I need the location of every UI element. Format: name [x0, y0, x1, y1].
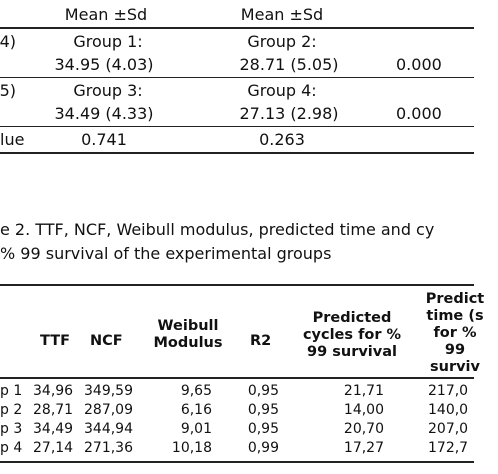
table1-header-mean-sd-2: Mean ±Sd — [240, 5, 324, 24]
table2-cell-time: 207,0 — [428, 421, 469, 437]
table1-cell-value: 34.95 (4.03) — [54, 55, 154, 74]
table2-cell-ttf: 34,96 — [33, 383, 74, 399]
table1-pvalue-cell: 0.263 — [259, 130, 305, 149]
table2-cell-ncf: 344,94 — [84, 421, 133, 437]
table2-cell-weibull: 9,65 — [180, 383, 212, 399]
table2-cell-ttf: 34,49 — [33, 421, 74, 437]
table2-cell-cycles: 21,71 — [343, 383, 384, 399]
table2-header-ttf: TTF — [40, 333, 71, 349]
table2-cell-ncf: 271,36 — [84, 440, 133, 456]
table1-cell-group: Group 4: — [247, 81, 317, 100]
table1-row-rule — [0, 77, 474, 78]
table2-row-label: p 2 — [0, 402, 23, 418]
table1-cell-p-value: 0.000 — [396, 55, 442, 74]
table1-bottom-rule — [0, 152, 474, 154]
table2-cell-ttf: 28,71 — [33, 402, 74, 418]
table2-header-weibull: Weibull Modulus — [153, 318, 223, 351]
table2-cell-r2: 0,95 — [247, 383, 279, 399]
table1-pvalue-label: lue — [0, 130, 25, 149]
table2-cell-weibull: 6,16 — [180, 402, 212, 418]
table2-row-label: p 3 — [0, 421, 23, 437]
table2-cell-cycles: 20,70 — [343, 421, 384, 437]
table2-header-rule — [0, 377, 474, 379]
table2-cell-cycles: 14,00 — [343, 402, 384, 418]
table1-cell-group: Group 1: — [73, 32, 143, 51]
table2-row-label: p 4 — [0, 440, 23, 456]
table2-top-rule — [0, 284, 474, 286]
table2-header-r2: R2 — [250, 333, 272, 349]
table2-header-predicted-time: Predict time (s for % 99 surviv — [425, 291, 485, 375]
table-caption-line-2: % 99 survival of the experimental groups — [0, 244, 332, 263]
table1-cell-value: 34.49 (4.33) — [54, 104, 154, 123]
table-caption-line-1: e 2. TTF, NCF, Weibull modulus, predicted time and cy — [0, 220, 435, 239]
table1-pvalue-cell: 0.741 — [81, 130, 127, 149]
table2-cell-time: 140,0 — [428, 402, 469, 418]
table2-cell-r2: 0,95 — [247, 421, 279, 437]
table2-cell-weibull: 10,18 — [171, 440, 212, 456]
table2-cell-ncf: 349,59 — [84, 383, 133, 399]
table2-cell-ncf: 287,09 — [84, 402, 133, 418]
table2-cell-r2: 0,99 — [247, 440, 279, 456]
table2-header-ncf: NCF — [90, 333, 123, 349]
table1-row-label: 5) — [0, 81, 16, 100]
table1-header-rule — [0, 27, 474, 29]
table1-cell-group: Group 3: — [73, 81, 143, 100]
table2-cell-time: 217,0 — [428, 383, 469, 399]
table1-header-mean-sd-1: Mean ±Sd — [64, 5, 148, 24]
table2-header-predicted-cycles: Predicted cycles for % 99 survival — [302, 310, 402, 360]
table1-cell-value: 27.13 (2.98) — [239, 104, 339, 123]
table2-cell-ttf: 27,14 — [33, 440, 74, 456]
table2-cell-weibull: 9,01 — [180, 421, 212, 437]
table1-cell-p-value: 0.000 — [396, 104, 442, 123]
table2-cell-time: 172,7 — [428, 440, 469, 456]
table2-cell-r2: 0,95 — [247, 402, 279, 418]
table1-row-label: 4) — [0, 32, 16, 51]
table2-row-label: p 1 — [0, 383, 23, 399]
table1-cell-group: Group 2: — [247, 32, 317, 51]
table2-bottom-rule — [0, 461, 474, 463]
table1-cell-value: 28.71 (5.05) — [239, 55, 339, 74]
table1-row-rule — [0, 126, 474, 127]
table2-cell-cycles: 17,27 — [343, 440, 384, 456]
